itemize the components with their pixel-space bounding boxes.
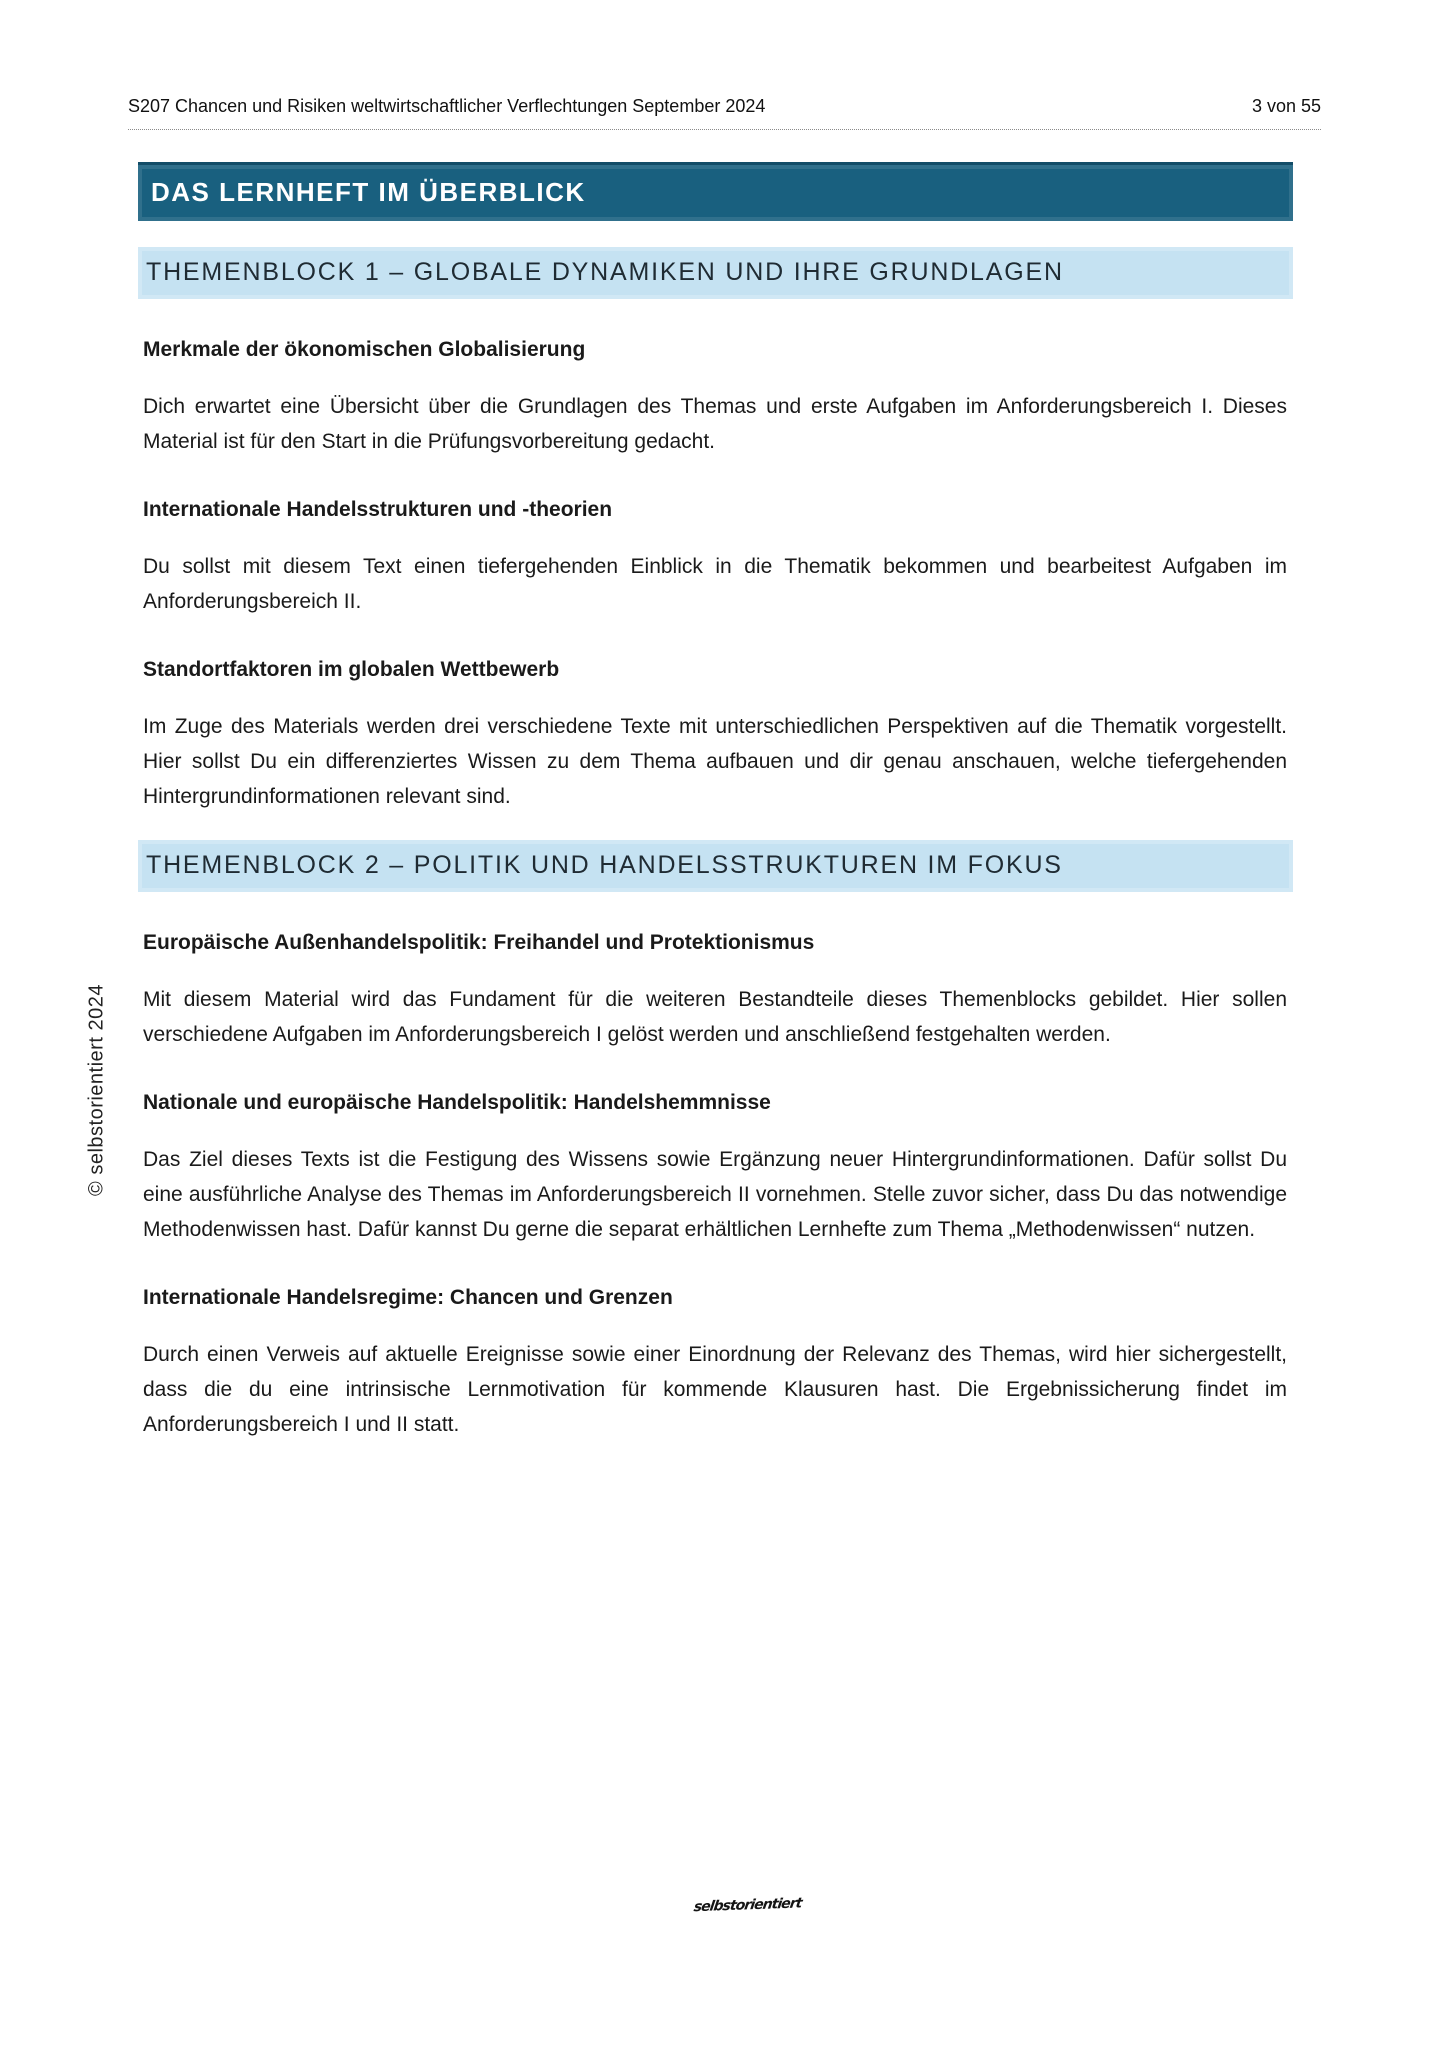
- item-body-standortfaktoren: Im Zuge des Materials werden drei verschiedene Texte mit unterschiedlichen Perspektiven auf die Thematik vorgestellt. Hier sollst Du ein differenziertes Wissen zu dem Thema aufbauen und dir genau anschauen, welche tiefergehenden Hintergrundinformationen relevant sind.: [143, 715, 1287, 808]
- item-title-standortfaktoren: Standortfaktoren im globalen Wettbewerb: [143, 658, 560, 681]
- themenblock-1-header: THEMENBLOCK 1 – GLOBALE DYNAMIKEN UND IHRE GRUNDLAGEN: [138, 247, 1293, 299]
- item-body-aussenhandelspolitik: Mit diesem Material wird das Fundament für die weiteren Bestandteile dieses Themenblocks gebildet. Hier sollen verschiedene Aufgaben im Anforderungsbereich I gelöst werden und anschließend festgehalten werden.: [143, 988, 1287, 1046]
- page-content: [138, 134, 1293, 1442]
- brand-logo: selbstorientiert: [692, 1895, 803, 1916]
- copyright-vertical-label: © selbstorientiert 2024: [85, 984, 108, 1196]
- running-header: [128, 96, 1321, 130]
- item-body-handelshemmnisse: Das Ziel dieses Texts ist die Festigung des Wissens sowie Ergänzung neuer Hintergrundinformationen. Dafür sollst Du eine ausführliche Analyse des Themas im Anforderungsbereich II vornehmen. Stelle zuvor sicher, dass Du das notwendige Methodenwissen hast. Dafür kannst Du gerne die separat erhältlichen Lernhefte zum Thema „Methodenwissen“ nutzen.: [143, 1148, 1287, 1241]
- item-title-handelsregime: Internationale Handelsregime: Chancen und Grenzen: [143, 1286, 673, 1309]
- overview-title-bar: DAS LERNHEFT IM ÜBERBLICK: [138, 162, 1293, 221]
- page-number: 3 von 55: [1251, 96, 1321, 116]
- running-header-title: S207 Chancen und Risiken weltwirtschaftlicher Verflechtungen September 2024: [128, 96, 766, 116]
- item-title-handelsstrukturen: Internationale Handelsstrukturen und -theorien: [143, 498, 613, 521]
- themenblock-2-header: THEMENBLOCK 2 – POLITIK UND HANDELSSTRUKTUREN IM FOKUS: [138, 840, 1293, 892]
- item-title-aussenhandelspolitik: Europäische Außenhandelspolitik: Freihandel und Protektionismus: [143, 931, 815, 954]
- item-title-handelshemmnisse: Nationale und europäische Handelspolitik: Handelshemmnisse: [143, 1091, 771, 1114]
- item-title-merkmale: Merkmale der ökonomischen Globalisierung: [143, 338, 586, 361]
- item-body-merkmale: Dich erwartet eine Übersicht über die Grundlagen des Themas und erste Aufgaben im Anforderungsbereich I. Dieses Material ist für den Start in die Prüfungsvorbereitung gedacht.: [143, 395, 1287, 453]
- item-body-handelsregime: Durch einen Verweis auf aktuelle Ereignisse sowie einer Einordnung der Relevanz des Themas, wird hier sichergestellt, dass die du eine intrinsische Lernmotivation für kommende Klausuren hast. Die Ergebnissicherung findet im Anforderungsbereich I und II statt.: [143, 1343, 1287, 1436]
- item-body-handelsstrukturen: Du sollst mit diesem Text einen tiefergehenden Einblick in die Thematik bekommen und bearbeitest Aufgaben im Anforderungsbereich II.: [143, 555, 1287, 613]
